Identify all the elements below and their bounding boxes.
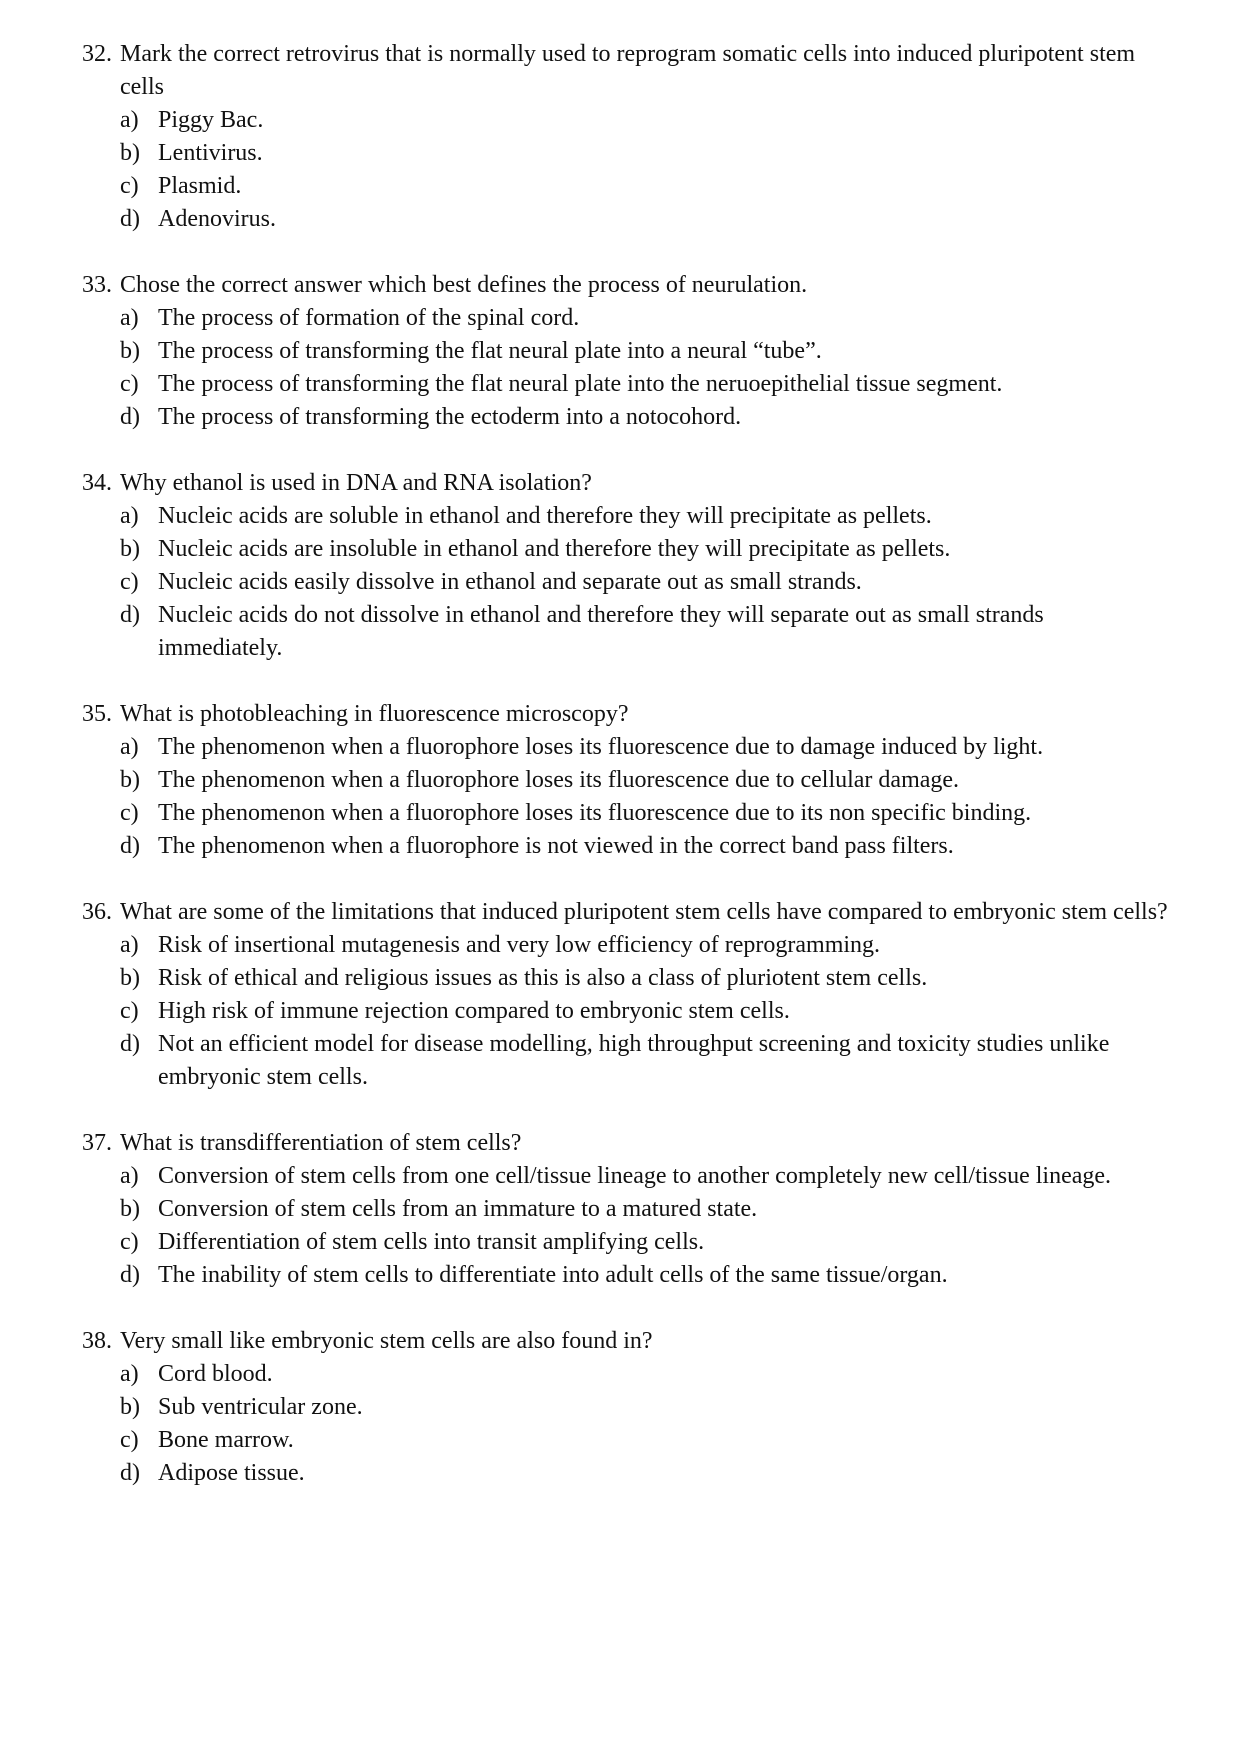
option-a: [0, 1160, 1241, 1193]
question-stem: [0, 698, 1241, 731]
option-letter: a): [120, 734, 139, 760]
question-text: What is photobleaching in fluorescence microscopy?: [120, 701, 629, 727]
option-letter: c): [120, 569, 139, 595]
option-text: The process of transforming the ectoderm into a notocohord.: [158, 404, 742, 430]
option-text: The inability of stem cells to differentiate into adult cells of the same tissue/organ.: [158, 1262, 948, 1288]
option-c: [0, 797, 1241, 830]
question-34: [0, 467, 1241, 665]
option-text: Adipose tissue.: [158, 1460, 305, 1486]
question-stem: [0, 1325, 1241, 1358]
option-letter: d): [120, 206, 140, 232]
option-text: Adenovirus.: [158, 206, 276, 232]
option-letter: c): [120, 371, 139, 397]
question-stem: [0, 38, 1241, 104]
option-letter: a): [120, 503, 139, 529]
question-37: [0, 1127, 1241, 1292]
document-page: [0, 38, 1241, 1523]
option-text: Conversion of stem cells from one cell/tissue lineage to another completely new cell/tissue lineage.: [158, 1163, 1112, 1189]
option-c: [0, 995, 1241, 1028]
question-number: 33.: [82, 272, 112, 298]
question-stem: [0, 467, 1241, 500]
option-letter: d): [120, 602, 140, 628]
question-stem: [0, 896, 1241, 929]
question-text: Mark the correct retrovirus that is normally used to reprogram somatic cells into induced pluripotent stem cells: [120, 41, 1136, 100]
option-text: The phenomenon when a fluorophore loses its fluorescence due to cellular damage.: [158, 767, 960, 793]
option-d: [0, 599, 1241, 665]
option-text: Differentiation of stem cells into transit amplifying cells.: [158, 1229, 705, 1255]
option-b: [0, 533, 1241, 566]
option-letter: c): [120, 1229, 139, 1255]
option-letter: d): [120, 404, 140, 430]
option-text: Cord blood.: [158, 1361, 273, 1387]
question-32: [0, 38, 1241, 236]
option-a: [0, 929, 1241, 962]
option-a: [0, 302, 1241, 335]
option-d: [0, 1259, 1241, 1292]
option-b: [0, 1193, 1241, 1226]
option-c: [0, 1424, 1241, 1457]
option-c: [0, 1226, 1241, 1259]
option-letter: d): [120, 1262, 140, 1288]
question-text: Very small like embryonic stem cells are also found in?: [120, 1328, 653, 1354]
question-38: [0, 1325, 1241, 1490]
option-letter: c): [120, 173, 139, 199]
question-text: Chose the correct answer which best defines the process of neurulation.: [120, 272, 808, 298]
option-text: Risk of ethical and religious issues as this is also a class of pluriotent stem cells.: [158, 965, 928, 991]
option-text: Lentivirus.: [158, 140, 263, 166]
option-letter: c): [120, 1427, 139, 1453]
option-letter: a): [120, 305, 139, 331]
option-text: The phenomenon when a fluorophore loses its fluorescence due to its non specific binding.: [158, 800, 1032, 826]
option-b: [0, 335, 1241, 368]
option-letter: b): [120, 140, 140, 166]
question-number: 36.: [82, 899, 112, 925]
option-text: Nucleic acids easily dissolve in ethanol and separate out as small strands.: [158, 569, 862, 595]
option-text: High risk of immune rejection compared to embryonic stem cells.: [158, 998, 790, 1024]
option-text: Not an efficient model for disease modelling, high throughput screening and toxicity studies unlike embryonic stem cells.: [158, 1031, 1110, 1090]
option-d: [0, 1028, 1241, 1094]
option-text: Bone marrow.: [158, 1427, 294, 1453]
option-d: [0, 830, 1241, 863]
question-text: What are some of the limitations that induced pluripotent stem cells have compared to embryonic stem cells?: [120, 899, 1168, 925]
question-33: [0, 269, 1241, 434]
option-letter: a): [120, 107, 139, 133]
question-stem: [0, 269, 1241, 302]
option-a: [0, 731, 1241, 764]
option-text: The phenomenon when a fluorophore is not viewed in the correct band pass filters.: [158, 833, 954, 859]
option-text: Nucleic acids are insoluble in ethanol and therefore they will precipitate as pellets.: [158, 536, 951, 562]
option-letter: a): [120, 1163, 139, 1189]
option-letter: b): [120, 1394, 140, 1420]
option-text: The process of formation of the spinal cord.: [158, 305, 580, 331]
question-number: 38.: [82, 1328, 112, 1354]
question-36: [0, 896, 1241, 1094]
option-text: The process of transforming the flat neural plate into a neural “tube”.: [158, 338, 822, 364]
option-b: [0, 764, 1241, 797]
question-number: 37.: [82, 1130, 112, 1156]
option-b: [0, 1391, 1241, 1424]
option-text: The process of transforming the flat neural plate into the neruoepithelial tissue segment.: [158, 371, 1003, 397]
option-text: Nucleic acids are soluble in ethanol and therefore they will precipitate as pellets.: [158, 503, 932, 529]
option-letter: c): [120, 800, 139, 826]
option-text: Sub ventricular zone.: [158, 1394, 363, 1420]
option-letter: b): [120, 767, 140, 793]
option-letter: b): [120, 1196, 140, 1222]
option-d: [0, 401, 1241, 434]
option-b: [0, 962, 1241, 995]
option-text: Risk of insertional mutagenesis and very low efficiency of reprogramming.: [158, 932, 881, 958]
option-text: Piggy Bac.: [158, 107, 264, 133]
option-letter: b): [120, 965, 140, 991]
option-d: [0, 1457, 1241, 1490]
question-stem: [0, 1127, 1241, 1160]
option-text: Conversion of stem cells from an immature to a matured state.: [158, 1196, 758, 1222]
option-letter: d): [120, 1460, 140, 1486]
option-letter: d): [120, 833, 140, 859]
question-text: Why ethanol is used in DNA and RNA isolation?: [120, 470, 592, 496]
option-d: [0, 203, 1241, 236]
question-number: 32.: [82, 41, 112, 67]
option-letter: d): [120, 1031, 140, 1057]
question-text: What is transdifferentiation of stem cells?: [120, 1130, 522, 1156]
question-35: [0, 698, 1241, 863]
question-number: 34.: [82, 470, 112, 496]
option-b: [0, 137, 1241, 170]
option-c: [0, 170, 1241, 203]
option-text: Nucleic acids do not dissolve in ethanol and therefore they will separate out as small strands immediately.: [158, 602, 1044, 661]
option-text: The phenomenon when a fluorophore loses its fluorescence due to damage induced by light.: [158, 734, 1044, 760]
option-letter: a): [120, 1361, 139, 1387]
question-number: 35.: [82, 701, 112, 727]
option-text: Plasmid.: [158, 173, 242, 199]
option-letter: b): [120, 536, 140, 562]
option-c: [0, 368, 1241, 401]
option-letter: a): [120, 932, 139, 958]
option-a: [0, 500, 1241, 533]
option-c: [0, 566, 1241, 599]
option-letter: b): [120, 338, 140, 364]
option-a: [0, 1358, 1241, 1391]
option-letter: c): [120, 998, 139, 1024]
option-a: [0, 104, 1241, 137]
